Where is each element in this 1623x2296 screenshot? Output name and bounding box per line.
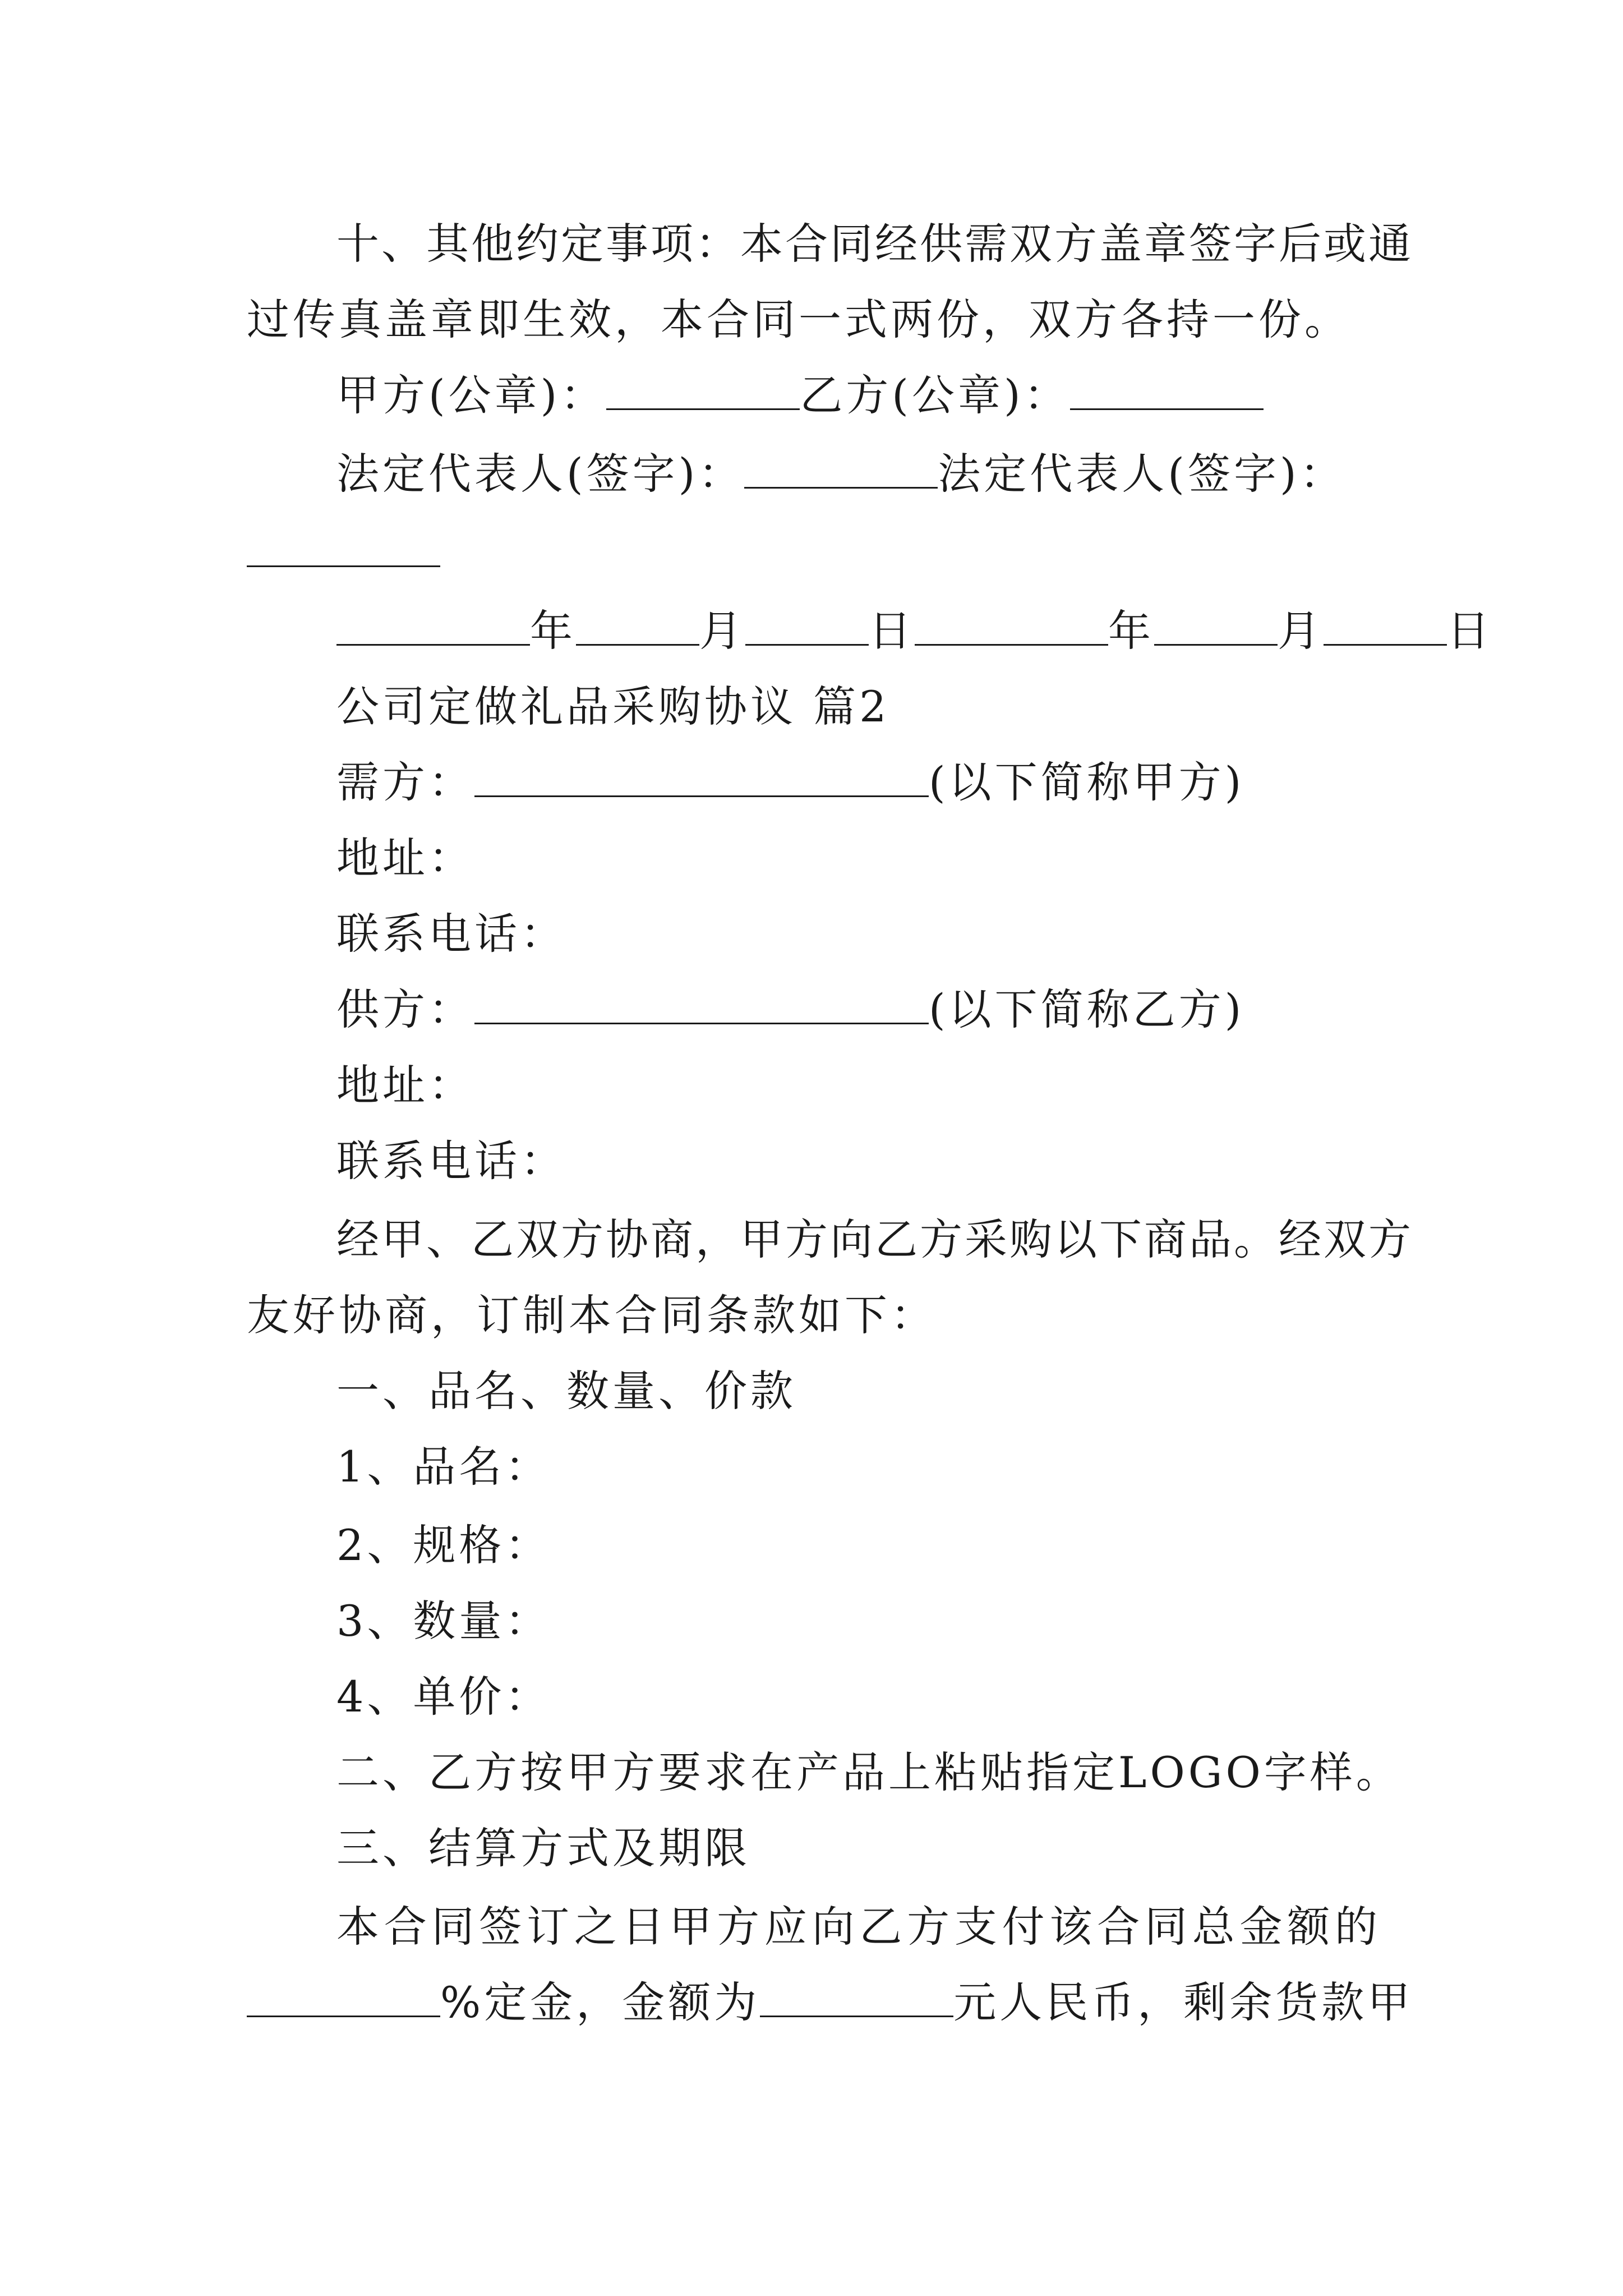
seller-note: (以下简称乙方) [929, 984, 1245, 1034]
month-label: 月 [1278, 606, 1324, 656]
section-title: 公司定做礼品采购协议 篇2 [336, 682, 890, 731]
list-item: 2、规格： [336, 1520, 551, 1570]
date-blank [745, 605, 869, 646]
paragraph-line: 十、其他约定事项：本合同经供需双方盖章签字后或通 [336, 219, 1413, 269]
seller-address-label: 地址： [336, 1060, 474, 1110]
legal-rep-line [336, 446, 1469, 502]
paragraph-line: 经甲、乙双方协商，甲方向乙方采购以下商品。经双方 [336, 1214, 1413, 1264]
legal-rep-a-label: 法定代表人(签字)： [336, 449, 745, 499]
percent-blank [247, 1976, 440, 2017]
seller-phone-label: 联系电话： [336, 1136, 566, 1186]
seller-label: 供方： [336, 984, 474, 1034]
buyer-address-label: 地址： [336, 833, 474, 883]
buyer-blank [474, 756, 929, 797]
payment-line [247, 1975, 1414, 2031]
party-b-seal-label: 乙方(公章)： [800, 370, 1070, 420]
legal-rep-continuation [247, 524, 1380, 581]
date-line [336, 603, 1493, 659]
party-a-seal-label: 甲方(公章)： [336, 370, 607, 420]
seller-line [336, 982, 1469, 1038]
clause-text: 二、乙方按甲方要求在产品上粘贴指定LOGO字样。 [336, 1747, 1402, 1797]
date-blank [336, 605, 530, 646]
signature-blank [744, 448, 938, 489]
buyer-phone-label: 联系电话： [336, 909, 566, 959]
list-item: 1、品名： [336, 1442, 551, 1492]
year-label: 年 [1108, 606, 1154, 656]
buyer-line [336, 754, 1469, 811]
date-blank [1324, 605, 1447, 646]
date-blank [915, 605, 1108, 646]
legal-rep-b-label: 法定代表人(签字)： [938, 449, 1346, 499]
seller-blank [474, 983, 929, 1024]
paragraph-line: 过传真盖章即生效，本合同一式两份，双方各持一份。 [247, 295, 1350, 344]
rmb-text: 元人民币，剩余货款甲 [953, 1977, 1414, 2027]
buyer-label: 需方： [336, 757, 474, 807]
paragraph-line: 本合同签订之日甲方应向乙方支付该合同总金额的 [336, 1902, 1380, 1952]
clause-heading: 三、结算方式及期限 [336, 1823, 750, 1873]
day-label: 日 [1447, 606, 1493, 656]
signature-blank [247, 526, 440, 567]
buyer-note: (以下简称甲方) [929, 757, 1245, 807]
list-item: 3、数量： [336, 1596, 551, 1646]
deposit-text: %定金，金额为 [440, 1977, 760, 2027]
year-label: 年 [530, 606, 576, 656]
clause-heading: 一、品名、数量、价款 [336, 1366, 796, 1416]
signature-blank [1070, 369, 1264, 410]
seal-line [336, 367, 1469, 424]
amount-blank [760, 1976, 953, 2017]
signature-blank [606, 369, 800, 410]
paragraph-line: 友好协商，订制本合同条款如下： [247, 1290, 937, 1340]
month-label: 月 [699, 606, 745, 656]
list-item: 4、单价： [336, 1672, 551, 1722]
date-blank [1154, 605, 1278, 646]
day-label: 日 [869, 606, 915, 656]
date-blank [576, 605, 699, 646]
